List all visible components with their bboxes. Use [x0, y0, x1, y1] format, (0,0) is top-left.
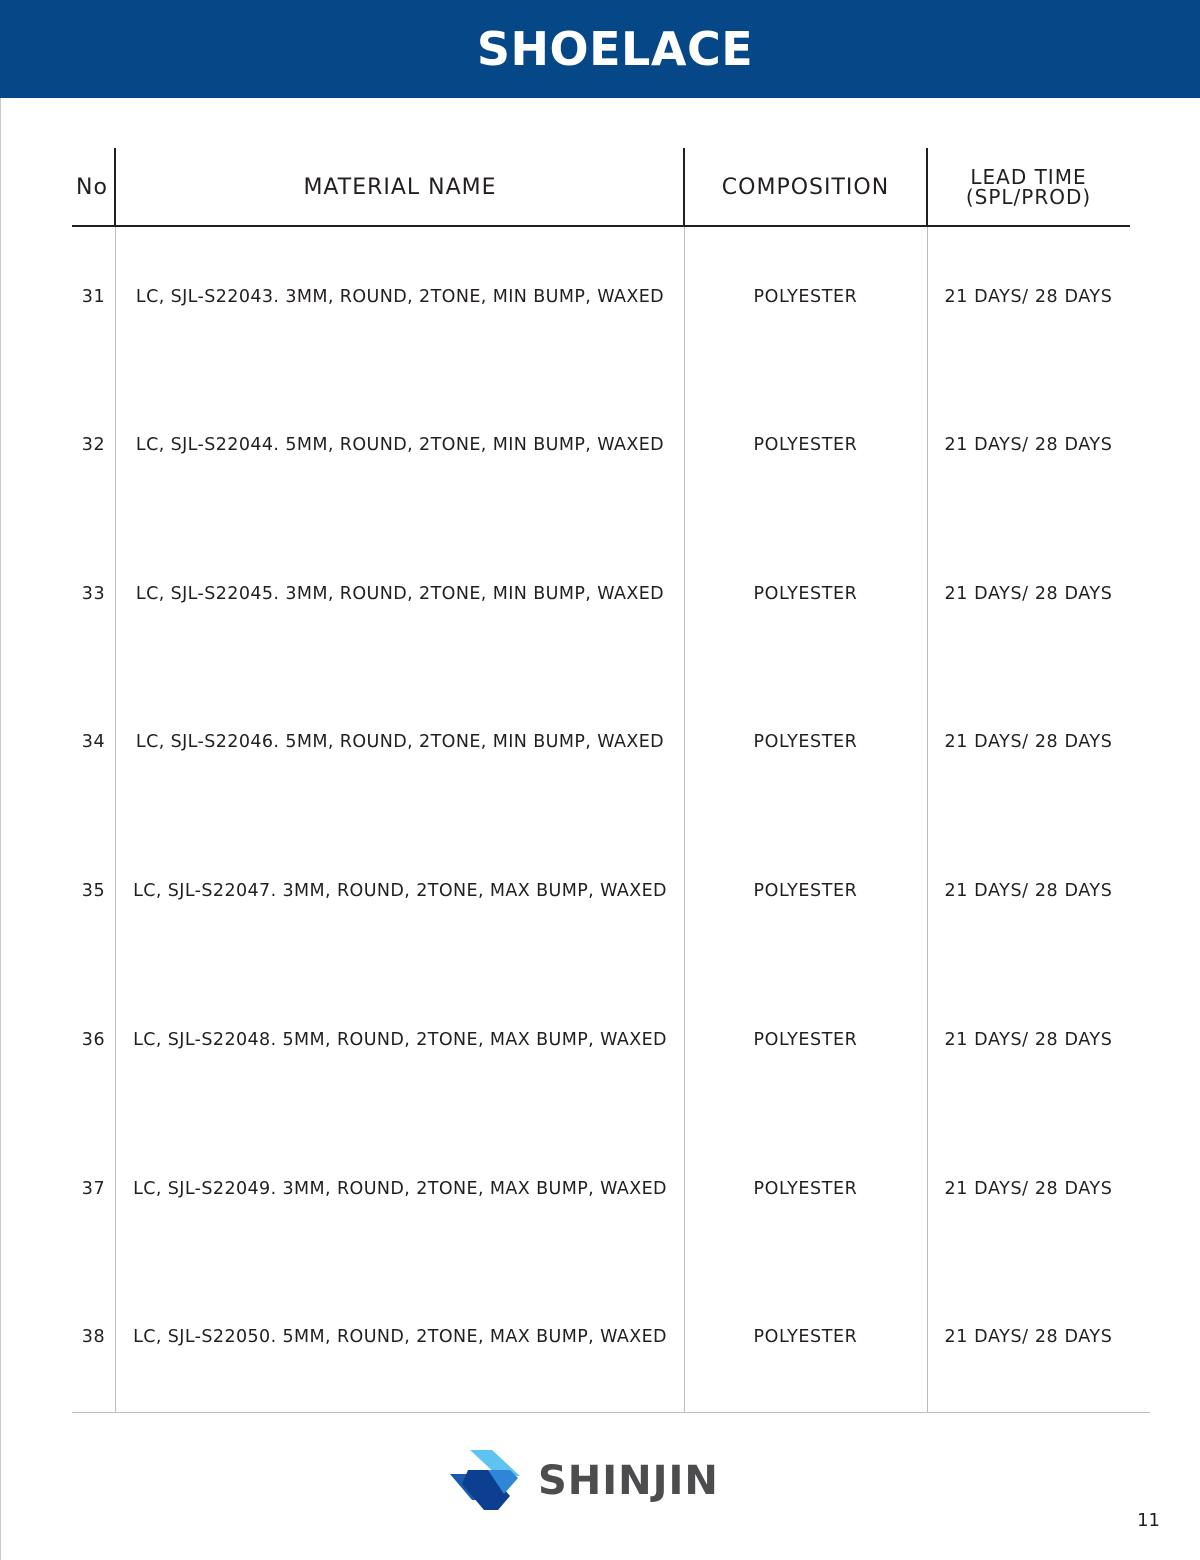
table-row	[72, 722, 1150, 762]
title-banner	[0, 0, 1200, 98]
table-row	[72, 871, 1150, 911]
row-material-name: LC, SJL-S22046. 5MM, ROUND, 2TONE, MIN BUMP, WAXED	[135, 732, 665, 752]
header-lead-time-line2: (SPL/PROD)	[965, 185, 1092, 209]
row-composition: POLYESTER	[753, 287, 858, 307]
row-lead-time: 21 DAYS/ 28 DAYS	[944, 881, 1113, 901]
header-lead-time-line1: LEAD TIME	[970, 165, 1087, 189]
page-number: 11	[1137, 1510, 1160, 1531]
column-divider	[927, 227, 928, 1413]
row-material-name: LC, SJL-S22045. 3MM, ROUND, 2TONE, MIN BUMP, WAXED	[135, 584, 665, 604]
logo-wordmark: SHINJIN	[538, 1458, 719, 1504]
row-composition: POLYESTER	[753, 732, 858, 752]
header-rule	[72, 225, 1130, 227]
row-material-name: LC, SJL-S22048. 5MM, ROUND, 2TONE, MAX BUMP, WAXED	[133, 1030, 667, 1050]
row-material-name: LC, SJL-S22050. 5MM, ROUND, 2TONE, MAX BUMP, WAXED	[133, 1327, 667, 1347]
row-material-name: LC, SJL-S22044. 5MM, ROUND, 2TONE, MIN BUMP, WAXED	[135, 435, 665, 455]
row-lead-time: 21 DAYS/ 28 DAYS	[944, 584, 1113, 604]
header-lead-time	[927, 148, 1130, 226]
header-composition: COMPOSITION	[721, 174, 890, 200]
row-number: 34	[81, 732, 106, 752]
row-composition: POLYESTER	[753, 1179, 858, 1199]
header-material-name: MATERIAL NAME	[303, 174, 497, 200]
table-row	[72, 1317, 1150, 1357]
row-lead-time: 21 DAYS/ 28 DAYS	[944, 1327, 1113, 1347]
row-lead-time: 21 DAYS/ 28 DAYS	[944, 1030, 1113, 1050]
table-row	[72, 425, 1150, 465]
row-composition: POLYESTER	[753, 1030, 858, 1050]
table-row	[72, 1020, 1150, 1060]
header-divider	[926, 148, 928, 226]
row-composition: POLYESTER	[753, 584, 858, 604]
row-material-name: LC, SJL-S22049. 3MM, ROUND, 2TONE, MAX BUMP, WAXED	[133, 1179, 667, 1199]
shinjin-logo-icon	[448, 1448, 768, 1512]
row-composition: POLYESTER	[753, 1327, 858, 1347]
column-divider	[115, 227, 116, 1413]
header-divider	[114, 148, 116, 226]
table-row	[72, 574, 1150, 614]
row-number: 35	[81, 881, 106, 901]
row-lead-time: 21 DAYS/ 28 DAYS	[944, 287, 1113, 307]
table-row	[72, 1169, 1150, 1209]
row-number: 37	[81, 1179, 106, 1199]
table-row	[72, 277, 1150, 317]
row-number: 36	[81, 1030, 106, 1050]
row-material-name: LC, SJL-S22043. 3MM, ROUND, 2TONE, MIN BUMP, WAXED	[135, 287, 665, 307]
row-lead-time: 21 DAYS/ 28 DAYS	[944, 1179, 1113, 1199]
header-divider	[683, 148, 685, 226]
table-header	[72, 148, 1150, 226]
header-no: No	[76, 174, 108, 200]
row-lead-time: 21 DAYS/ 28 DAYS	[944, 435, 1113, 455]
page-border	[0, 98, 1, 1560]
row-composition: POLYESTER	[753, 435, 858, 455]
table-bottom-rule	[72, 1412, 1150, 1413]
row-number: 32	[81, 435, 106, 455]
shinjin-logo	[448, 1448, 768, 1512]
row-number: 33	[81, 584, 106, 604]
column-divider	[684, 227, 685, 1413]
row-lead-time: 21 DAYS/ 28 DAYS	[944, 732, 1113, 752]
row-composition: POLYESTER	[753, 881, 858, 901]
page-title: SHOELACE	[476, 22, 754, 76]
row-number: 38	[81, 1327, 106, 1347]
row-number: 31	[81, 287, 106, 307]
row-material-name: LC, SJL-S22047. 3MM, ROUND, 2TONE, MAX BUMP, WAXED	[133, 881, 667, 901]
